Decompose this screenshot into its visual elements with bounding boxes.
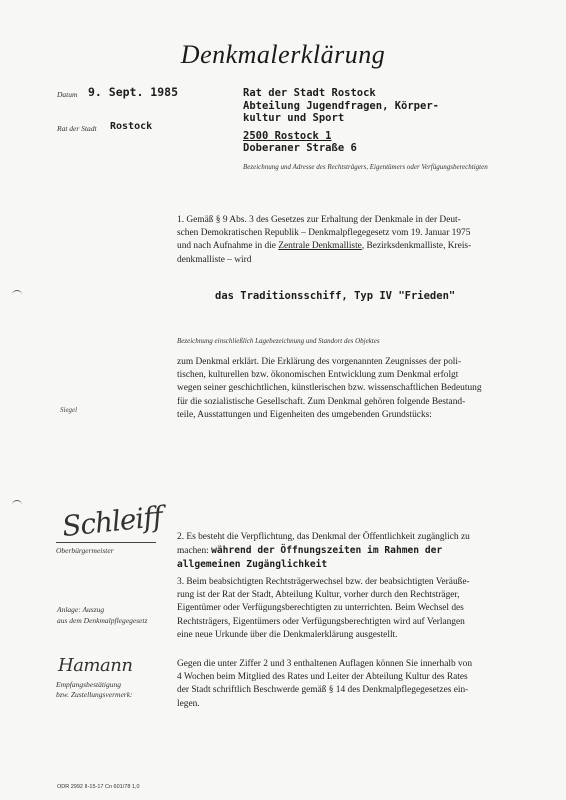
mayor-signature: Schleiff <box>60 499 164 544</box>
object-caption: Bezeichnung einschließlich Lagebezeichnung und Standort des Objektes <box>177 337 380 345</box>
address-line-4: 2500 Rostock 1 <box>243 129 332 142</box>
form-code: ODR 2992 II-15-17 Cn 601/78 1,0 <box>57 784 140 790</box>
address-line-1: Rat der Stadt Rostock <box>243 87 376 99</box>
receipt-signature: Hamann <box>58 655 133 676</box>
address-block <box>243 87 543 155</box>
council-label: Rat der Stadt <box>57 124 97 133</box>
public-access-typed: allgemeinen Zugänglichkeit <box>177 559 328 571</box>
address-line-5: Doberaner Straße 6 <box>243 142 357 154</box>
punch-hole-mark <box>12 500 22 509</box>
address-line-2: Abteilung Jugendfragen, Körper- <box>243 99 439 112</box>
object-name: das Traditionsschiff, Typ IV "Frieden" <box>215 290 456 302</box>
date-value: 9. Sept. 1985 <box>88 85 179 99</box>
receipt-label: Empfangsbestätigung bzw. Zustellungsvermerk: <box>56 680 133 699</box>
attachment-label: Anlage: Auszug aus dem Denkmalpflegegesetz <box>57 605 148 625</box>
opening-hours-typed: während der Öffnungszeiten im Rahmen der <box>211 545 443 557</box>
council-city: Rostock <box>110 121 153 132</box>
paragraph-3: 3. Beim beabsichtigten Rechtsträgerwechsel bzw. der beabsichtigten Veräuße- rung ist der Rat der Stadt, Abteilung Kultur, vorher durch den Rechtsträger, Eigentümer oder Verfügungsberechtigten zu unterrichten. Beim Wechsel des Rechtsträgers, Eigentümers oder Verfügungsberechtigten wird auf Verlangen eine neue Urkunde über die Denkmalerklärung ausgestellt. <box>177 577 470 640</box>
address-line-3: kultur und Sport <box>243 112 345 124</box>
signature-line <box>56 542 156 543</box>
paragraph-2: 2. Es besteht die Verpflichtung, das Denkmal der Öffentlichkeit zugänglich zu machen: während der Öffnungszeiten im Rahmen der allgemeinen Zugänglichkeit <box>177 531 529 572</box>
punch-hole-mark <box>12 290 22 299</box>
central-list-underlined: Zentrale Denkmalliste <box>278 241 362 252</box>
stamp-label: Siegel <box>60 406 78 414</box>
mayor-label: Oberbürgermeister <box>56 546 114 555</box>
date-label: Datum <box>57 90 78 99</box>
paragraph-4: Gegen die unter Ziffer 2 und 3 enthaltenen Auflagen können Sie innerhalb von 4 Wochen beim Mitglied des Rates und Leiter der Abteilung Kultur des Rates der Stadt schriftlich Beschwerde gemäß § 14 des Denkmalpflegegesetzes ein- legen. <box>177 659 473 709</box>
paragraph-1: 1. Gemäß § 9 Abs. 3 des Gesetzes zur Erhaltung der Denkmale in der Deut- schen Demokratischen Republik – Denkmalpflegegesetz vom 19. Januar 1975 und nach Aufnahme in die Zentrale Denkmalliste, Bezirksdenkmalliste, Kreis- denkmalliste – wird <box>177 215 472 265</box>
paragraph-explanation: zum Denkmal erklärt. Die Erklärung des vorgenannten Zeugnisses der poli- tischen, kulturellen bzw. ökonomischen Entwicklung zum Denkmal erfolgt wegen seiner geschichtlichen, künstlerischen bzw. wissenschaftlichen Bedeutung für die sozialistische Gesellschaft. Zum Denkmal gehören folgende Bestand- teile, Ausstattungen und Eigenheiten des umgebenden Grundstücks: <box>177 357 482 420</box>
page-title: Denkmalerklärung <box>180 40 386 69</box>
address-caption: Bezeichnung und Adresse des Rechtsträgers, Eigentümers oder Verfügungsberechtigten <box>243 163 488 171</box>
